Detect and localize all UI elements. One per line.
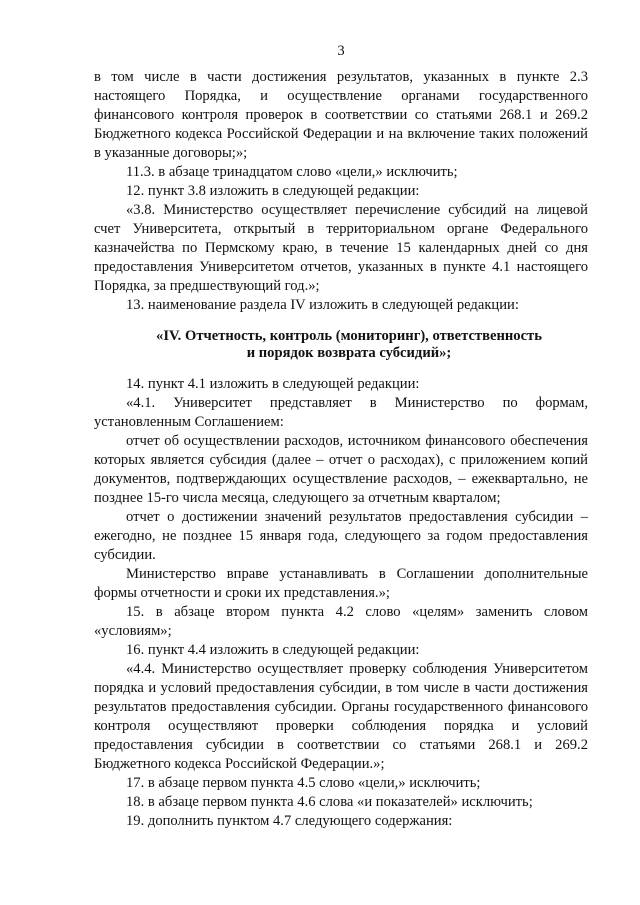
paragraph-results-report: отчет о достижении значений результатов предоставления субсидии – ежегодно, не позднее 15 января года, следующего за годом предоставления субсидии. bbox=[94, 509, 588, 563]
paragraph-3-8: «3.8. Министерство осуществляет перечисление субсидий на лицевой счет Университета, открытый в территориальном органе Федерального казначейства по Пермскому краю, в течение 15 календарных дней со дня предоставления Университетом отчетов, указанных в пункте 4.1 настоящего Порядка, за предшествующий год.»; bbox=[94, 202, 588, 294]
paragraph-11-3: 11.3. в абзаце тринадцатом слово «цели,» исключить; bbox=[126, 164, 458, 180]
section-heading-line-2: и порядок возврата субсидий»; bbox=[246, 345, 452, 361]
paragraph-12: 12. пункт 3.8 изложить в следующей редакции: bbox=[126, 183, 420, 199]
paragraph-4-4: «4.4. Министерство осуществляет проверку соблюдения Университетом порядка и условий предоставления субсидии, в том числе в части достижения результатов предоставления субсидии. Органы государственного финансового контроля осуществляют проверки соблюдения порядка и условий предоставления субсидии в соответствии со статьями 268.1 и 269.2 Бюджетного кодекса Российской Федерации.»; bbox=[94, 661, 588, 772]
paragraph-19: 19. дополнить пунктом 4.7 следующего содержания: bbox=[126, 813, 453, 829]
section-heading-line-1: «IV. Отчетность, контроль (мониторинг), ответственность bbox=[156, 328, 542, 344]
paragraph-16: 16. пункт 4.4 изложить в следующей редакции: bbox=[126, 642, 420, 658]
paragraph-18: 18. в абзаце первом пункта 4.6 слова «и показателей» исключить; bbox=[126, 794, 533, 810]
paragraph-4-1: «4.1. Университет представляет в Министерство по формам, установленным Соглашением: bbox=[94, 395, 588, 430]
section-heading bbox=[94, 328, 588, 362]
paragraph-ministry-right: Министерство вправе устанавливать в Соглашении дополнительные формы отчетности и сроки их представления.»; bbox=[94, 566, 588, 601]
paragraph-17: 17. в абзаце первом пункта 4.5 слово «цели,» исключить; bbox=[126, 775, 481, 791]
page-number: 3 bbox=[337, 43, 345, 59]
paragraph-continuation: в том числе в части достижения результатов, указанных в пункте 2.3 настоящего Порядка, и осуществление органами государственного финансового контроля проверок в соответствии со статьями 268.1 и 269.2 Бюджетного кодекса Российской Федерации и на включение таких положений в указанные договоры;»; bbox=[94, 69, 588, 161]
paragraph-14: 14. пункт 4.1 изложить в следующей редакции: bbox=[126, 376, 420, 392]
paragraph-15: 15. в абзаце втором пункта 4.2 слово «целям» заменить словом «условиям»; bbox=[94, 604, 588, 639]
paragraph-expense-report: отчет об осуществлении расходов, источником финансового обеспечения которых является субсидия (далее – отчет о расходах), с приложением копий документов, подтверждающих осуществление расходов, – ежеквартально, не позднее 15-го числа месяца, следующего за отчетным кварталом; bbox=[94, 433, 588, 506]
paragraph-13: 13. наименование раздела IV изложить в следующей редакции: bbox=[126, 297, 519, 313]
